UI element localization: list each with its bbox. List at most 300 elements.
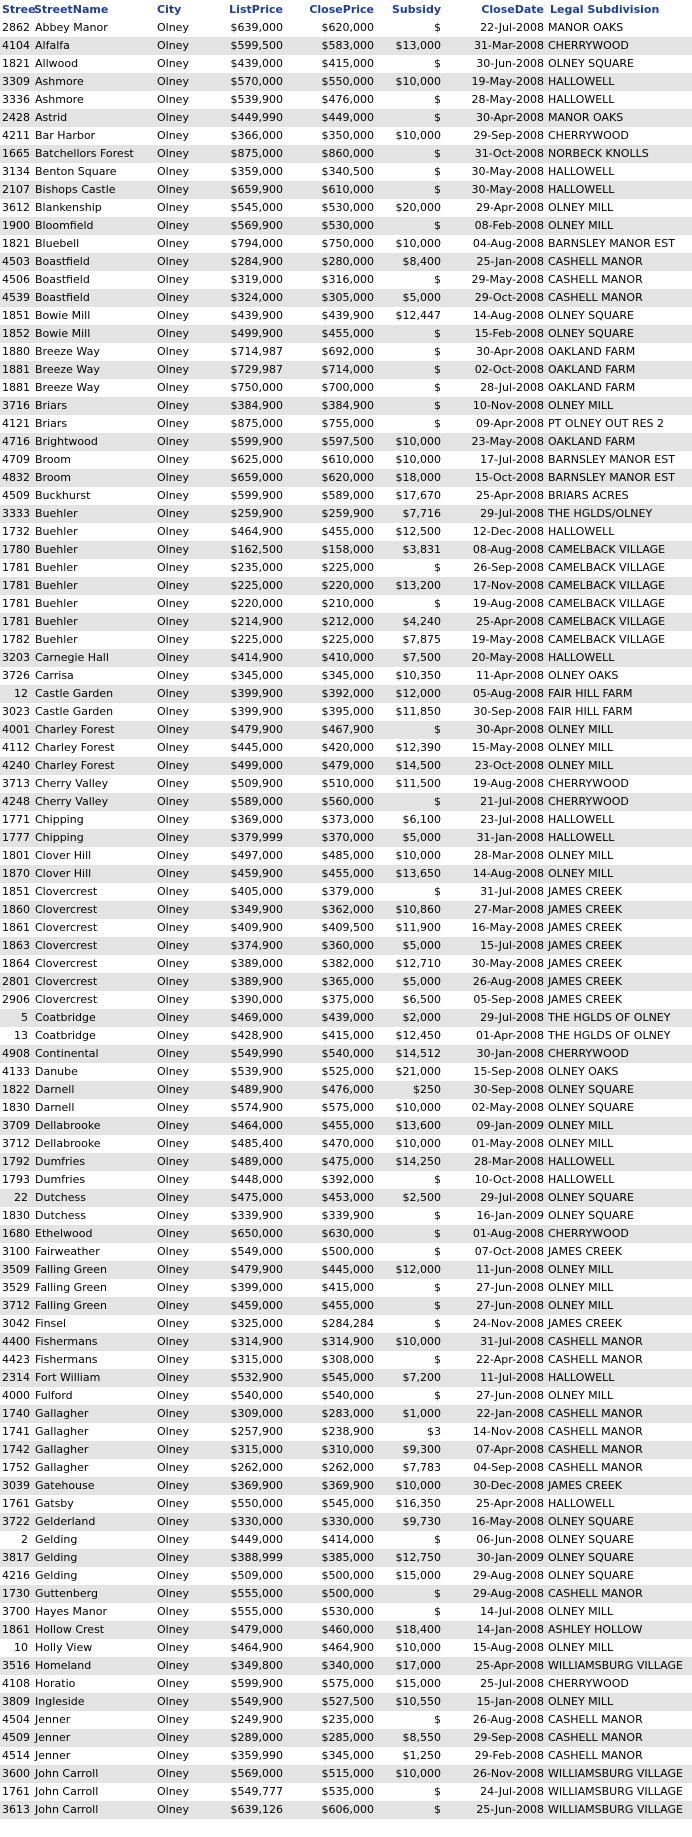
cell-close-price: $525,000: [321, 1065, 374, 1078]
table-row: [0, 1621, 692, 1639]
cell-legal-subdivision: CHERRYWOOD: [546, 1045, 692, 1063]
table-row: [0, 649, 692, 667]
cell-list-price: $539,900: [230, 1065, 283, 1078]
cell-list-price: $497,000: [230, 849, 283, 862]
cell-close-date: 06-Jun-2008: [476, 1533, 544, 1546]
cell-close-date: 23-Jul-2008: [480, 813, 544, 826]
cell-list-price: $549,000: [230, 1245, 283, 1258]
cell-street-name: Gelding: [35, 1569, 78, 1582]
cell-subsidy: $10,350: [395, 669, 441, 682]
cell-city: Olney: [143, 1297, 210, 1315]
cell-close-price: $212,000: [285, 613, 376, 631]
cell-close-date: 29-Feb-2008: [474, 1749, 544, 1762]
cell-city: Olney: [157, 1389, 189, 1402]
cell-street-name: Fishermans: [32, 1333, 143, 1351]
cell-street-name: Guttenberg: [32, 1585, 143, 1603]
cell-close-date: 16-Jan-2009: [476, 1209, 544, 1222]
cell-close-date: 26-Nov-2008: [443, 1765, 546, 1783]
cell-list-price: $388,999: [210, 1549, 285, 1567]
cell-street-number: 3023: [2, 705, 30, 718]
cell-close-price: $415,000: [321, 1281, 374, 1294]
cell-city: Olney: [143, 1009, 210, 1027]
table-row: [0, 1315, 692, 1333]
cell-list-price: $384,900: [210, 397, 285, 415]
cell-city: Olney: [143, 1405, 210, 1423]
cell-close-date: 27-Jun-2008: [476, 1389, 544, 1402]
cell-city: Olney: [143, 1081, 210, 1099]
cell-list-price: $875,000: [230, 417, 283, 430]
cell-legal-subdivision: HALLOWELL: [546, 1153, 692, 1171]
cell-close-price: $860,000: [285, 145, 376, 163]
cell-subsidy: $: [434, 1173, 441, 1186]
cell-legal-subdivision: HALLOWELL: [546, 829, 692, 847]
cell-list-price: $599,500: [210, 37, 285, 55]
cell-street-number: 1741: [2, 1425, 30, 1438]
cell-subsidy: $7,500: [376, 649, 443, 667]
cell-street-name: Bloomfield: [32, 217, 143, 235]
cell-street-number: 1732: [2, 525, 30, 538]
cell-close-price: $220,000: [285, 577, 376, 595]
table-row: [0, 451, 692, 469]
cell-city: Olney: [143, 865, 210, 883]
cell-legal-subdivision: CAMELBACK VILLAGE: [546, 613, 692, 631]
cell-street-name: Cherry Valley: [35, 777, 109, 790]
cell-subsidy: $7,875: [402, 633, 441, 646]
table-row: [0, 1045, 692, 1063]
cell-street-name: Clovercrest: [35, 885, 98, 898]
cell-close-date: 31-Oct-2008: [443, 145, 546, 163]
cell-subsidy: $14,512: [376, 1045, 443, 1063]
cell-city: Olney: [143, 1441, 210, 1459]
cell-list-price: $475,000: [210, 1189, 285, 1207]
cell-street-number: 1830: [2, 1209, 30, 1222]
cell-subsidy: $: [434, 21, 441, 34]
cell-close-date: 15-May-2008: [471, 741, 544, 754]
cell-list-price: $729,987: [210, 361, 285, 379]
cell-close-date: 04-Aug-2008: [472, 237, 544, 250]
cell-street-number: 4248: [0, 793, 32, 811]
cell-close-date: 15-Feb-2008: [443, 325, 546, 343]
cell-close-date: 25-Apr-2008: [475, 1497, 544, 1510]
cell-legal-subdivision: OLNEY SQUARE: [548, 309, 634, 322]
cell-close-price: $500,000: [321, 1245, 374, 1258]
cell-close-price: $455,000: [285, 325, 376, 343]
cell-close-date: 29-Jul-2008: [443, 505, 546, 523]
cell-street-number: 4504: [2, 1713, 30, 1726]
cell-legal-subdivision: OLNEY SQUARE: [546, 1513, 692, 1531]
cell-close-date: 15-Aug-2008: [472, 1641, 544, 1654]
cell-close-price: $583,000: [285, 37, 376, 55]
table-row: [0, 937, 692, 955]
cell-list-price: $639,000: [230, 21, 283, 34]
cell-subsidy: $: [434, 1317, 441, 1330]
table-row: [0, 577, 692, 595]
cell-close-price: $597,500: [285, 433, 376, 451]
table-row: [0, 1801, 692, 1819]
cell-legal-subdivision: JAMES CREEK: [546, 973, 692, 991]
cell-close-price: $455,000: [285, 865, 376, 883]
header-subsidy[interactable]: Subsidy: [392, 3, 441, 16]
cell-close-price: $630,000: [285, 1225, 376, 1243]
cell-city: Olney: [157, 21, 189, 34]
cell-legal-subdivision: OLNEY MILL: [546, 757, 692, 775]
cell-list-price: $639,126: [210, 1801, 285, 1819]
cell-close-date: 07-Oct-2008: [474, 1245, 544, 1258]
cell-legal-subdivision: CASHELL MANOR: [548, 1353, 643, 1366]
table-row: [0, 1279, 692, 1297]
cell-close-price: $392,000: [321, 1173, 374, 1186]
cell-legal-subdivision: OLNEY SQUARE: [548, 1101, 634, 1114]
cell-legal-subdivision: CASHELL MANOR: [546, 289, 692, 307]
table-row: [0, 631, 692, 649]
cell-street-name: Briars: [35, 417, 68, 430]
cell-street-name: Ethelwood: [32, 1225, 143, 1243]
table-row: [0, 757, 692, 775]
cell-close-date: 19-Aug-2008: [472, 597, 544, 610]
cell-street-number: 1730: [0, 1585, 32, 1603]
table-row: [0, 703, 692, 721]
cell-city: Olney: [143, 721, 210, 739]
cell-close-price: $500,000: [285, 1585, 376, 1603]
cell-street-number: 3712: [0, 1297, 32, 1315]
cell-street-number: 1861: [2, 921, 30, 934]
cell-close-date: 15-Jan-2008: [443, 1693, 546, 1711]
cell-legal-subdivision: OLNEY MILL: [546, 1117, 692, 1135]
cell-subsidy: $13,650: [376, 865, 443, 883]
cell-legal-subdivision: CASHELL MANOR: [548, 1425, 643, 1438]
cell-city: Olney: [143, 649, 210, 667]
cell-street-name: Bar Harbor: [35, 129, 96, 142]
cell-close-date: 19-Aug-2008: [472, 777, 544, 790]
cell-list-price: $289,000: [210, 1729, 285, 1747]
table-row: [0, 1459, 692, 1477]
cell-city: Olney: [143, 217, 210, 235]
table-row: [0, 847, 692, 865]
table-row: [0, 145, 692, 163]
cell-city: Olney: [143, 757, 210, 775]
cell-close-date: 29-Aug-2008: [472, 1569, 544, 1582]
cell-street-number: 2314: [0, 1369, 32, 1387]
cell-street-name: Fort William: [32, 1369, 143, 1387]
cell-subsidy: $: [434, 273, 441, 286]
table-row: [0, 919, 692, 937]
header-row: [0, 0, 692, 19]
cell-city: Olney: [143, 829, 210, 847]
table-row: [0, 109, 692, 127]
cell-city: Olney: [143, 73, 210, 91]
cell-list-price: $599,900: [230, 1677, 283, 1690]
header-close-date[interactable]: CloseDate: [481, 3, 544, 16]
cell-legal-subdivision: OLNEY MILL: [546, 1297, 692, 1315]
cell-close-price: $410,000: [285, 649, 376, 667]
cell-city: Olney: [143, 1333, 210, 1351]
cell-subsidy: $10,000: [376, 1477, 443, 1495]
table-row: [0, 325, 692, 343]
cell-city: Olney: [143, 1657, 210, 1675]
cell-street-number: 1793: [2, 1173, 30, 1186]
cell-street-name: Benton Square: [35, 165, 117, 178]
cell-city: Olney: [143, 1585, 210, 1603]
header-street-name[interactable]: StreetName: [34, 3, 109, 16]
table-row: [0, 361, 692, 379]
cell-close-price: $316,000: [321, 273, 374, 286]
cell-list-price: $545,000: [230, 201, 283, 214]
cell-street-number: 1680: [0, 1225, 32, 1243]
cell-street-number: 3042: [2, 1317, 30, 1330]
cell-street-number: 1822: [0, 1081, 32, 1099]
cell-subsidy: $: [376, 1225, 443, 1243]
cell-subsidy: $9,300: [376, 1441, 443, 1459]
cell-city: Olney: [143, 1729, 210, 1747]
cell-close-date: 30-May-2008: [443, 181, 546, 199]
cell-legal-subdivision: HALLOWELL: [548, 525, 615, 538]
cell-list-price: $499,000: [210, 757, 285, 775]
cell-close-price: $575,000: [321, 1101, 374, 1114]
cell-city: Olney: [143, 1261, 210, 1279]
cell-close-date: 31-Jul-2008: [480, 885, 544, 898]
cell-close-price: $535,000: [321, 1785, 374, 1798]
cell-city: Olney: [157, 849, 189, 862]
table-row: [0, 271, 692, 289]
cell-street-name: John Carroll: [32, 1801, 143, 1819]
table-row: [0, 235, 692, 253]
cell-street-number: 4709: [2, 453, 30, 466]
cell-subsidy: $: [376, 217, 443, 235]
cell-close-date: 30-Apr-2008: [475, 345, 544, 358]
cell-list-price: $464,900: [230, 1641, 283, 1654]
table-row: [0, 19, 692, 37]
cell-subsidy: $: [434, 1713, 441, 1726]
cell-close-price: $395,000: [321, 705, 374, 718]
cell-close-date: 09-Jan-2009: [443, 1117, 546, 1135]
cell-legal-subdivision: OLNEY SQUARE: [548, 1533, 634, 1546]
table-row: [0, 1729, 692, 1747]
cell-legal-subdivision: OLNEY MILL: [548, 1281, 614, 1294]
cell-list-price: $324,000: [210, 289, 285, 307]
cell-close-price: $280,000: [285, 253, 376, 271]
cell-legal-subdivision: HALLOWELL: [546, 1369, 692, 1387]
cell-legal-subdivision: OLNEY MILL: [546, 721, 692, 739]
cell-subsidy: $: [376, 1801, 443, 1819]
table-row: [0, 685, 692, 703]
cell-close-date: 29-Sep-2008: [443, 1729, 546, 1747]
cell-city: Olney: [157, 1317, 189, 1330]
cell-street-number: 4514: [2, 1749, 30, 1762]
cell-close-price: $515,000: [285, 1765, 376, 1783]
cell-legal-subdivision: CAMELBACK VILLAGE: [546, 541, 692, 559]
cell-legal-subdivision: JAMES CREEK: [548, 993, 622, 1006]
table-row: [0, 1639, 692, 1657]
cell-close-date: 15-Sep-2008: [473, 1065, 544, 1078]
table-row: [0, 73, 692, 91]
cell-city: Olney: [157, 201, 189, 214]
cell-legal-subdivision: JAMES CREEK: [548, 885, 622, 898]
header-list-price[interactable]: ListPrice: [229, 3, 283, 16]
cell-legal-subdivision: OLNEY MILL: [546, 1261, 692, 1279]
cell-list-price: $549,900: [210, 1693, 285, 1711]
cell-list-price: $469,000: [210, 1009, 285, 1027]
cell-subsidy: $4,240: [376, 613, 443, 631]
cell-list-price: $599,900: [210, 433, 285, 451]
cell-subsidy: $: [434, 885, 441, 898]
table-row: [0, 1477, 692, 1495]
cell-street-number: 1870: [0, 865, 32, 883]
cell-street-name: Buehler: [32, 505, 143, 523]
table-row: [0, 1297, 692, 1315]
cell-street-number: 3716: [0, 397, 32, 415]
cell-subsidy: $1,000: [376, 1405, 443, 1423]
cell-street-number: 4000: [2, 1389, 30, 1402]
cell-street-number: 1761: [2, 1497, 30, 1510]
cell-city: Olney: [143, 685, 210, 703]
cell-street-number: 4400: [0, 1333, 32, 1351]
cell-close-date: 27-Jun-2008: [476, 1281, 544, 1294]
cell-list-price: $214,900: [210, 613, 285, 631]
cell-legal-subdivision: CHERRYWOOD: [546, 1225, 692, 1243]
cell-close-date: 29-Jul-2008: [443, 1189, 546, 1207]
cell-street-name: Chipping: [35, 813, 84, 826]
cell-subsidy: $12,447: [395, 309, 441, 322]
table-row: [0, 397, 692, 415]
cell-close-price: $362,000: [285, 901, 376, 919]
cell-street-number: 3709: [0, 1117, 32, 1135]
cell-list-price: $405,000: [230, 885, 283, 898]
cell-close-date: 08-Feb-2008: [443, 217, 546, 235]
cell-list-price: $225,000: [210, 577, 285, 595]
cell-subsidy: $: [376, 1297, 443, 1315]
cell-close-date: 21-Jul-2008: [443, 793, 546, 811]
cell-list-price: $220,000: [230, 597, 283, 610]
cell-street-name: Homeland: [32, 1657, 143, 1675]
cell-city: Olney: [143, 541, 210, 559]
cell-city: Olney: [157, 1605, 189, 1618]
cell-close-price: $530,000: [285, 217, 376, 235]
cell-close-price: $560,000: [285, 793, 376, 811]
cell-street-number: 3509: [0, 1261, 32, 1279]
cell-subsidy: $9,730: [376, 1513, 443, 1531]
cell-close-price: $445,000: [285, 1261, 376, 1279]
cell-close-date: 30-Jun-2008: [476, 57, 544, 70]
cell-list-price: $599,900: [230, 489, 283, 502]
cell-street-name: Boastfield: [32, 289, 143, 307]
cell-legal-subdivision: CHERRYWOOD: [548, 1677, 629, 1690]
cell-list-price: $374,900: [210, 937, 285, 955]
cell-street-number: 1781: [0, 613, 32, 631]
header-close-price[interactable]: ClosePrice: [309, 3, 374, 16]
cell-street-number: 1665: [0, 145, 32, 163]
cell-list-price: $369,900: [210, 1477, 285, 1495]
cell-list-price: $349,900: [210, 901, 285, 919]
cell-close-date: 22-Apr-2008: [475, 1353, 544, 1366]
cell-street-number: 12: [0, 685, 32, 703]
table-row: [0, 523, 692, 541]
cell-street-name: Carnegie Hall: [32, 649, 143, 667]
cell-legal-subdivision: MANOR OAKS: [546, 109, 692, 127]
cell-street-number: 4423: [2, 1353, 30, 1366]
table-row: [0, 829, 692, 847]
cell-city: Olney: [143, 325, 210, 343]
cell-legal-subdivision: OLNEY OAKS: [548, 669, 619, 682]
cell-subsidy: $: [434, 1785, 441, 1798]
cell-legal-subdivision: OLNEY SQUARE: [546, 1189, 692, 1207]
cell-close-price: $610,000: [321, 453, 374, 466]
cell-street-number: 5: [0, 1009, 32, 1027]
cell-close-date: 29-Sep-2008: [473, 129, 544, 142]
cell-city: Olney: [143, 1117, 210, 1135]
table-row: [0, 217, 692, 235]
cell-close-price: $700,000: [321, 381, 374, 394]
cell-list-price: $449,990: [210, 109, 285, 127]
cell-legal-subdivision: ASHLEY HOLLOW: [546, 1621, 692, 1639]
cell-street-name: Gallagher: [32, 1441, 143, 1459]
cell-close-date: 20-May-2008: [443, 649, 546, 667]
cell-street-name: Charley Forest: [32, 757, 143, 775]
cell-legal-subdivision: WILLIAMSBURG VILLAGE: [546, 1801, 692, 1819]
cell-city: Olney: [157, 1029, 189, 1042]
cell-legal-subdivision: CASHELL MANOR: [548, 1749, 643, 1762]
cell-legal-subdivision: CHERRYWOOD: [546, 37, 692, 55]
cell-street-name: Charley Forest: [35, 741, 115, 754]
cell-close-price: $392,000: [285, 685, 376, 703]
cell-close-date: 15-Oct-2008: [443, 469, 546, 487]
cell-street-name: Ingleside: [32, 1693, 143, 1711]
cell-close-date: 30-Jan-2009: [443, 1549, 546, 1567]
cell-list-price: $479,000: [210, 1621, 285, 1639]
cell-street-name: Jenner: [35, 1713, 71, 1726]
cell-close-date: 25-Jun-2008: [443, 1801, 546, 1819]
cell-close-price: $455,000: [285, 1117, 376, 1135]
cell-list-price: $339,900: [230, 1209, 283, 1222]
cell-list-price: $309,000: [210, 1405, 285, 1423]
cell-close-date: 30-Apr-2008: [443, 721, 546, 739]
table-row: [0, 793, 692, 811]
cell-close-price: $467,900: [285, 721, 376, 739]
cell-subsidy: $21,000: [395, 1065, 441, 1078]
cell-legal-subdivision: JAMES CREEK: [546, 901, 692, 919]
cell-legal-subdivision: OLNEY MILL: [546, 397, 692, 415]
header-city[interactable]: City: [157, 3, 182, 16]
cell-list-price: $428,900: [230, 1029, 283, 1042]
cell-street-name: Cherry Valley: [32, 793, 143, 811]
cell-city: Olney: [157, 417, 189, 430]
cell-close-price: $460,000: [285, 1621, 376, 1639]
cell-close-date: 14-Aug-2008: [443, 865, 546, 883]
cell-close-date: 17-Jul-2008: [480, 453, 544, 466]
cell-street-name: Clovercrest: [32, 937, 143, 955]
cell-list-price: $532,900: [210, 1369, 285, 1387]
cell-street-number: 1881: [0, 361, 32, 379]
header-street-number[interactable]: Stree: [2, 3, 36, 16]
cell-city: Olney: [157, 597, 189, 610]
cell-close-date: 14-Jan-2008: [443, 1621, 546, 1639]
cell-close-price: $283,000: [285, 1405, 376, 1423]
cell-subsidy: $5,000: [376, 829, 443, 847]
cell-legal-subdivision: OLNEY MILL: [546, 865, 692, 883]
cell-street-name: Broom: [35, 453, 72, 466]
cell-legal-subdivision: OLNEY SQUARE: [548, 1209, 634, 1222]
cell-street-name: Hayes Manor: [35, 1605, 107, 1618]
cell-list-price: $539,900: [230, 93, 283, 106]
cell-subsidy: $12,710: [395, 957, 441, 970]
table-row: [0, 1603, 692, 1621]
header-legal-subdivision[interactable]: Legal Subdivision: [550, 3, 660, 16]
cell-street-number: 4133: [2, 1065, 30, 1078]
cell-close-price: $575,000: [321, 1677, 374, 1690]
cell-city: Olney: [157, 741, 189, 754]
cell-list-price: $315,000: [230, 1353, 283, 1366]
cell-legal-subdivision: WILLIAMSBURG VILLAGE: [546, 1657, 692, 1675]
cell-street-name: Finsel: [35, 1317, 67, 1330]
